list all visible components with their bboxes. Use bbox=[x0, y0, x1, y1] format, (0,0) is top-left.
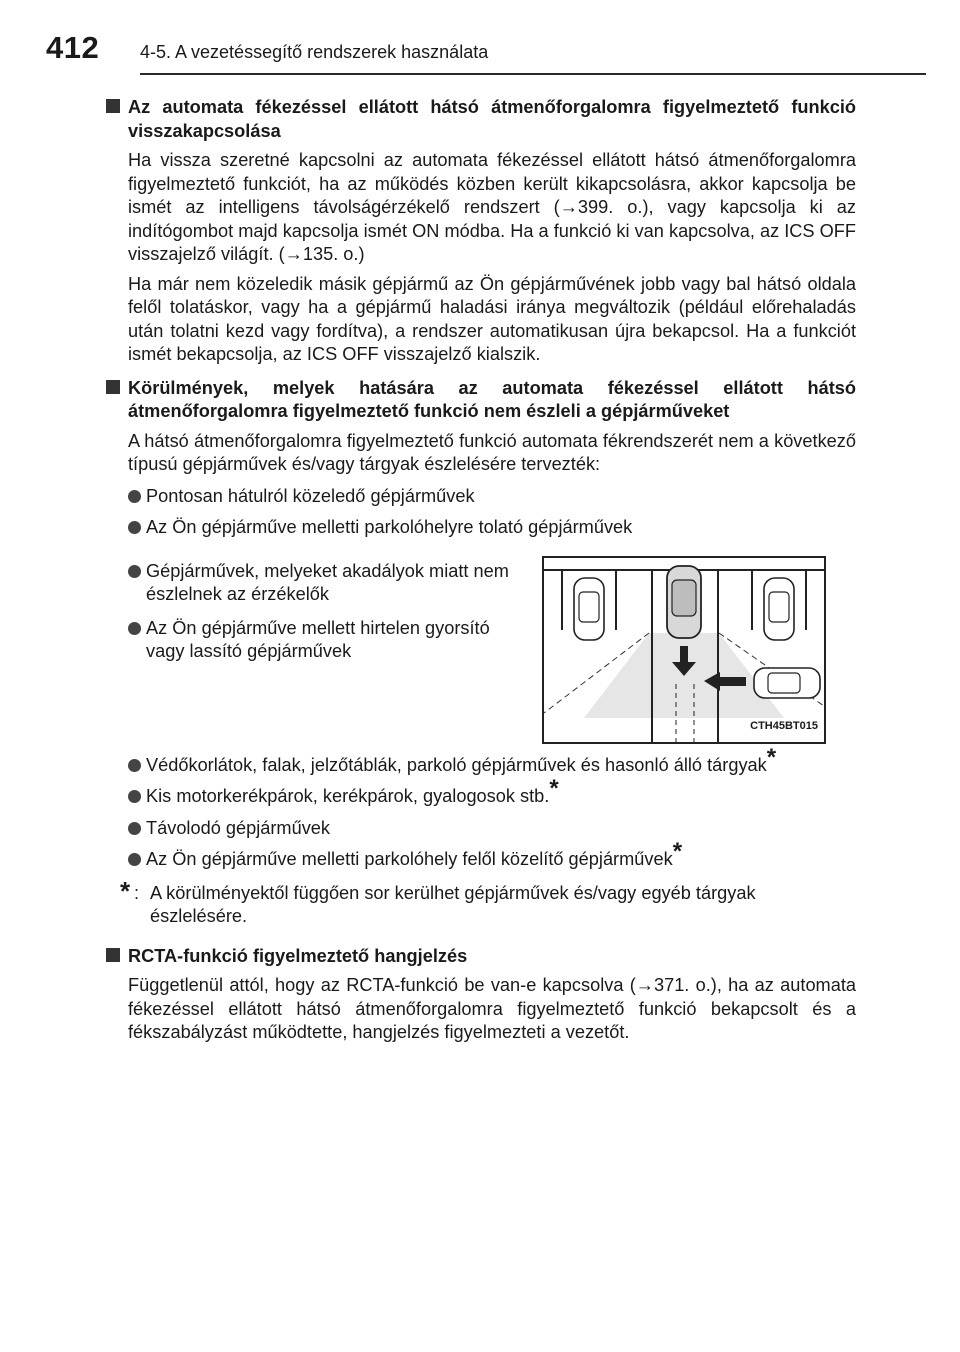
list-item: Védőkorlátok, falak, jelzőtáblák, parkoló gépjárművek és hasonló álló tárgyak* bbox=[106, 754, 856, 778]
bullet-dot-icon bbox=[128, 759, 141, 772]
footnote-star: * bbox=[549, 775, 559, 802]
bullet-dot-icon bbox=[128, 822, 141, 835]
square-bullet-icon bbox=[106, 948, 120, 962]
bullet-dot-icon bbox=[128, 490, 141, 503]
bullet-dot-icon bbox=[128, 853, 141, 866]
parking-diagram-svg bbox=[544, 558, 824, 742]
chapter-title: 4-5. A vezetéssegítő rendszerek használata bbox=[140, 42, 489, 62]
list-item: Gépjárművek, melyeket akadályok miatt nem észlelnek az érzékelők bbox=[106, 560, 526, 607]
list-item: Pontosan hátulról közeledő gépjárművek bbox=[106, 485, 856, 509]
figure-row bbox=[106, 548, 856, 744]
page-number: 412 bbox=[46, 30, 100, 65]
bullet-dot-icon bbox=[128, 790, 141, 803]
square-bullet-icon bbox=[106, 99, 120, 113]
paragraph-reactivation-2: Ha már nem közeledik másik gépjármű az Ön gépjárművének jobb vagy bal hátsó oldala felől tolatáskor, vagy ha a gépjármű haladási iránya megváltozik (például előrehaladás után tolatni kezd vagy fordítva), a rendszer automatikusan újra bekapcsol. Ha a funkciót ismét bekapcsolja, az ICS OFF visszajelző kialszik. bbox=[128, 273, 856, 364]
footnote-star: * bbox=[120, 875, 131, 906]
page-content bbox=[106, 96, 856, 1045]
section-heading-limitations: Körülmények, melyek hatására az automata fékezéssel ellátott hátsó átmenőforgalomra figyelmeztető funkció nem észleli a gépjárműveket bbox=[106, 377, 856, 424]
paragraph-reactivation-1: Ha vissza szeretné kapcsolni az automata fékezéssel ellátott hátsó átmenőforgalomra figyelmeztető funkciót, ha az működés közben került kikapcsolásra, akkor kapcsolja be ismét az intelligens távolságérzékelő rendszert (→399. o.), vagy kapcsolja ki az indítógombot majd kapcsolja ismét ON módba. Ha a funkció ki van kapcsolva, az ICS OFF visszajelző világít. (→135. o.) bbox=[128, 150, 856, 264]
section-heading-rcta-buzzer: RCTA-funkció figyelmeztető hangjelzés bbox=[106, 945, 856, 969]
figure-code: CTH45BT015 bbox=[750, 720, 818, 732]
square-bullet-icon bbox=[106, 380, 120, 394]
list-item: Az Ön gépjárműve mellett hirtelen gyorsító vagy lassító gépjárművek bbox=[106, 617, 526, 664]
paragraph-limitations-intro: A hátsó átmenőforgalomra figyelmeztető funkció automata fékrendszerét nem a következő típusú gépjárművek és/vagy tárgyak észlelésére tervezték: bbox=[128, 430, 856, 474]
reverse-arrow-shaft bbox=[680, 646, 688, 662]
footnote-star: * bbox=[766, 743, 777, 771]
footnote bbox=[106, 875, 856, 929]
header-divider bbox=[140, 73, 926, 75]
footnote-star: * bbox=[672, 838, 683, 865]
bullet-dot-icon bbox=[128, 565, 141, 578]
bullet-dot-icon bbox=[128, 521, 141, 534]
list-item: Az Ön gépjárműve melletti parkolóhely felől közelítő gépjárművek* bbox=[106, 848, 856, 872]
footnote-text: A körülményektől függően sor kerülhet gépjárművek és/vagy egyéb tárgyak észlelésére. bbox=[150, 882, 756, 926]
list-item: Kis motorkerékpárok, kerékpárok, gyalogosok stb.* bbox=[106, 785, 856, 809]
bullet-dot-icon bbox=[128, 622, 141, 635]
section-heading-reactivation: Az automata fékezéssel ellátott hátsó átmenőforgalomra figyelmeztető funkció visszakapcsolása bbox=[106, 96, 856, 143]
footnote-colon: : bbox=[134, 882, 140, 903]
list-item: Távolodó gépjárművek bbox=[106, 817, 856, 841]
parking-illustration bbox=[542, 556, 826, 744]
page-header bbox=[46, 28, 926, 68]
list-item: Az Ön gépjárműve melletti parkolóhelyre tolató gépjárművek bbox=[106, 516, 856, 540]
paragraph-rcta-buzzer: Függetlenül attól, hogy az RCTA-funkció be van-e kapcsolva (→371. o.), ha az automata fékezéssel ellátott hátsó átmenőforgalomra figyelmeztető funkció bekapcsolt és a fékszabályzást működtette, hangjelzés figyelmezteti a vezetőt. bbox=[128, 975, 856, 1042]
